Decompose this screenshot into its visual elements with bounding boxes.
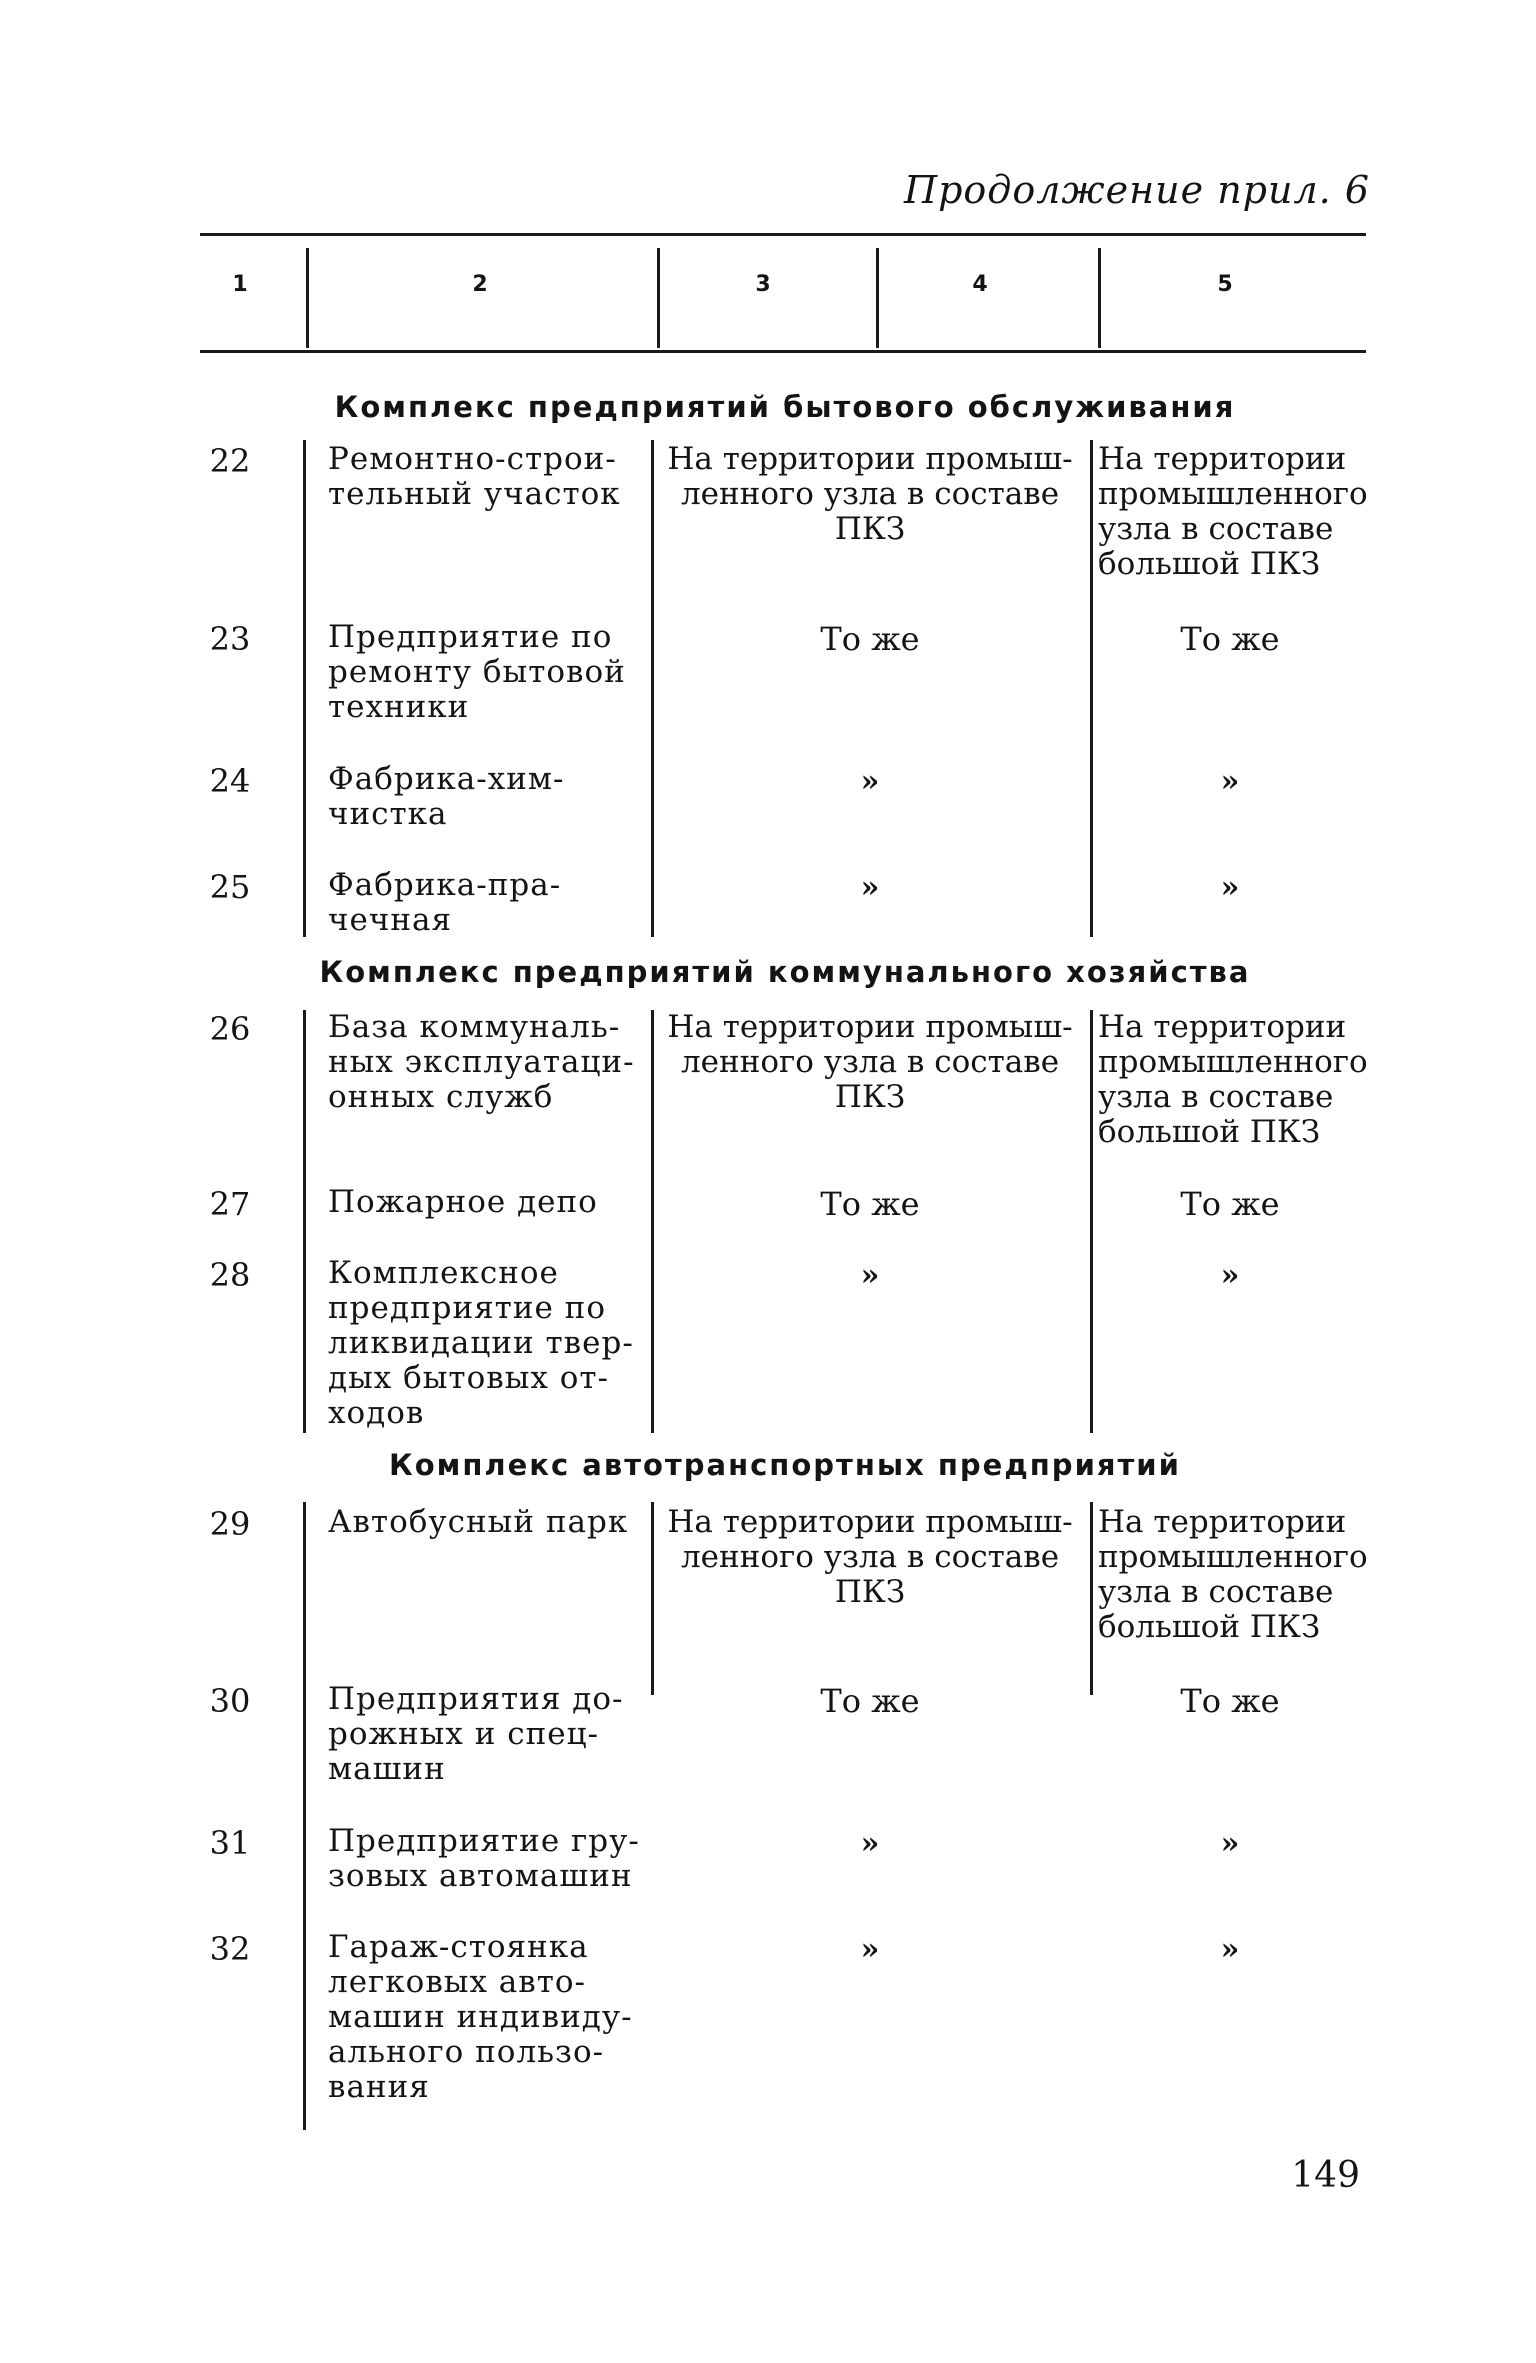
ditto-mark: »	[1220, 1258, 1240, 1293]
note-cell: На территории промышленного узла в составе большой ПКЗ	[1098, 441, 1368, 582]
header-divider-2	[657, 248, 660, 348]
body-divider-2c	[651, 1502, 654, 1695]
enterprise-name: Фабрика-хим- чистка	[328, 761, 565, 832]
ditto-mark: »	[860, 764, 880, 799]
enterprise-name: Предприятие гру- зовых автомашин	[328, 1823, 640, 1894]
column-number-5: 5	[1217, 272, 1233, 297]
table-header-rule	[200, 350, 1366, 353]
row-number: 27	[209, 1185, 251, 1223]
enterprise-name: Предприятия до- рожных и спец- машин	[328, 1681, 624, 1787]
ditto-mark: »	[1220, 1826, 1240, 1861]
note-cell: То же	[1180, 1682, 1280, 1720]
column-number-2: 2	[472, 272, 488, 297]
location-cell: На территории промыш- ленного узла в составе ПКЗ	[667, 441, 1073, 547]
ditto-mark: »	[860, 1258, 880, 1293]
note-cell: То же	[1180, 620, 1280, 658]
header-divider-4	[1098, 248, 1101, 348]
row-number: 29	[209, 1505, 251, 1543]
header-divider-1	[306, 248, 309, 348]
body-divider-2b	[651, 1010, 654, 1433]
section-heading-communal: Комплекс предприятий коммунального хозяйства	[319, 955, 1251, 989]
enterprise-name: Автобусный парк	[328, 1504, 629, 1540]
row-number: 26	[209, 1010, 251, 1048]
column-number-3: 3	[755, 272, 771, 297]
row-number: 28	[209, 1256, 251, 1294]
section-heading-household: Комплекс предприятий бытового обслуживания	[334, 390, 1236, 424]
page-number: 149	[1291, 2155, 1360, 2196]
body-divider-1c	[303, 1502, 306, 2130]
note-cell: То же	[1180, 1185, 1280, 1223]
table-top-rule	[200, 233, 1366, 236]
location-cell: То же	[820, 1185, 920, 1223]
column-number-4: 4	[972, 272, 988, 297]
note-cell: На территории промышленного узла в составе большой ПКЗ	[1098, 1009, 1368, 1150]
location-cell: То же	[820, 1682, 920, 1720]
ditto-mark: »	[860, 870, 880, 905]
body-divider-1a	[303, 440, 306, 937]
header-divider-3	[876, 248, 879, 348]
row-number: 23	[209, 620, 251, 658]
enterprise-name: Пожарное депо	[328, 1184, 598, 1220]
location-cell: То же	[820, 620, 920, 658]
body-divider-3a	[1090, 440, 1093, 937]
enterprise-name: Комплексное предприятие по ликвидации твер- дых бытовых от- ходов	[328, 1255, 634, 1431]
body-divider-3c	[1090, 1502, 1093, 1695]
location-cell: На территории промыш- ленного узла в составе ПКЗ	[667, 1009, 1073, 1115]
enterprise-name: Ремонтно-строи- тельный участок	[328, 441, 621, 512]
row-number: 31	[209, 1824, 251, 1862]
row-number: 25	[209, 868, 251, 906]
row-number: 22	[209, 442, 251, 480]
note-cell: На территории промышленного узла в составе большой ПКЗ	[1098, 1504, 1368, 1645]
ditto-mark: »	[1220, 764, 1240, 799]
location-cell: На территории промыш- ленного узла в составе ПКЗ	[667, 1504, 1073, 1610]
enterprise-name: Гараж-стоянка легковых авто- машин индивиду- ального пользо- вания	[328, 1929, 633, 2105]
ditto-mark: »	[860, 1932, 880, 1967]
body-divider-2a	[651, 440, 654, 937]
ditto-mark: »	[1220, 1932, 1240, 1967]
section-heading-motor-transport: Комплекс автотранспортных предприятий	[389, 1448, 1181, 1482]
row-number: 24	[209, 762, 251, 800]
enterprise-name: Предприятие по ремонту бытовой техники	[328, 619, 626, 725]
enterprise-name: База коммуналь- ных эксплуатаци- онных служб	[328, 1009, 635, 1115]
running-header: Продолжение прил. 6	[903, 168, 1370, 212]
body-divider-1b	[303, 1010, 306, 1433]
ditto-mark: »	[860, 1826, 880, 1861]
enterprise-name: Фабрика-пра- чечная	[328, 867, 562, 938]
column-number-1: 1	[232, 272, 248, 297]
row-number: 32	[209, 1930, 251, 1968]
ditto-mark: »	[1220, 870, 1240, 905]
row-number: 30	[209, 1682, 251, 1720]
